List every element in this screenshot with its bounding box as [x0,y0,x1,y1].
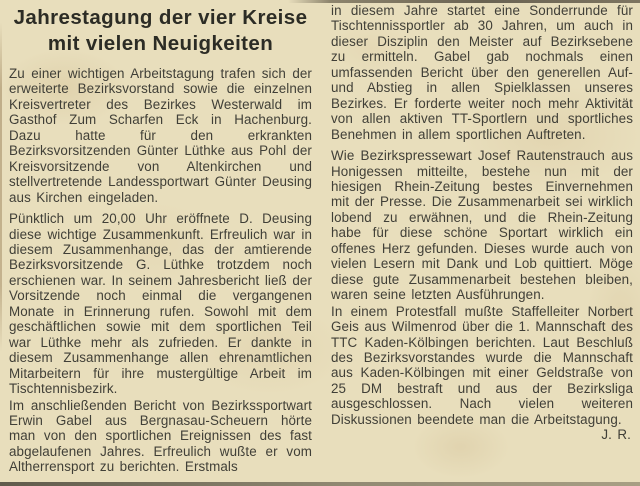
right-paragraph-3-text: In einem Protestfall mußte Staffelleiter Norbert Geis aus Wilmenrod über die 1. Mannschaft des TTC Kaden-Kölbingen berichten. Laut Beschluß des Bezirksvorstandes wurde die Mannschaft aus Kaden-Kölbingen mit einer Geldstraße von 25 DM bestraft und aus der Bezirksliga ausgeschlossen. Nach vielen weiteren Diskussionen beendete man die Arbeitstagung. [331,303,633,427]
left-paragraph-1: Zu einer wichtigen Arbeitstagung trafen sich der erweiterte Bezirksvorstand sowie die einzelnen Kreisvertreter des Bezirkes Westerwald im Gasthof Zum Scharfen Eck in Hachenburg. Dazu hatte für den erkrankten Bezirksvorsitzenden Günter Lüthke aus Pohl der Kreisvorsitzende von Altenkirchen und stellvertretende Landessportwart Günter Deusing aus Kirchen eingeladen. [9,66,312,205]
headline-line-2: mit vielen Neuigkeiten [47,32,274,55]
left-column [0,0,318,475]
right-column [318,0,640,475]
right-paragraph-3 [331,303,633,443]
left-paragraph-3: Im anschließenden Bericht von Bezirkssportwart Erwin Gabel aus Bergnasau-Scheuern hörte man von den sportlichen Ereignissen des fast abgelaufenen Jahres. Erfreulich wußte er vom Altherrensport zu berichten. Erstmals [9,397,312,475]
left-paragraph-2: Pünktlich um 20,00 Uhr eröffnete D. Deusing diese wichtige Zusammenkunft. Erfreulich war in diesem Zusammenhange, das der amtierende Bezirksvorsitzende G. Lüthke trotzdem noch erschienen war. In seinem Jahresbericht ließ der Vorsitzende noch einmal die vergangenen Monate in Erinnerung rufen. Sowohl mit dem geschäftlichen sowie mit dem sportlichen Teil war Lüthke mehr als zufrieden. Er dankte in diesem Zusammenhange allen ehrenamtlichen Mitarbeitern für ihre mustergültige Arbeit im Tischtennisbezirk. [9,211,312,397]
scan-edge-bottom [0,482,640,486]
right-paragraph-2: Wie Bezirkspressewart Josef Rautenstrauch aus Honigessen mitteilte, bestehe nun mit der hiesigen Rhein-Zeitung bestes Einvernehmen mit der Presse. Die Zusammenarbeit sei wirklich lobend zu erwähnen, und die Rhein-Zeitung habe für diese schöne Sportart wirklich ein offenes Herz gefunden. Dieses wurde auch von vielen Lesern mit Dank und Lob quittiert. Möge diese gute Zusammenarbeit bestehen bleiben, waren seine letzten Ausführungen. [331,148,633,303]
author-initials: J. R. [601,427,631,443]
scan-edge-top [288,0,640,3]
headline-line-1: Jahrestagung der vier Kreise [13,6,308,29]
right-paragraph-1: in diesem Jahre startet eine Sonderrunde für Tischtennissportler ab 30 Jahren, um auch in dieser Disziplin den Meister auf Bezirksebene zu ermitteln. Gabel gab nochmals einen umfassenden Bericht über den generellen Auf- und Abstieg in allen Spielklassen unseres Bezirkes. Er forderte weiter noch mehr Aktivität von allen aktiven TT-Sportlern und sportliches Benehmen in allem sportlichen Auftreten. [331,3,633,142]
article-headline [9,5,312,57]
scan-edge-left [0,22,2,352]
